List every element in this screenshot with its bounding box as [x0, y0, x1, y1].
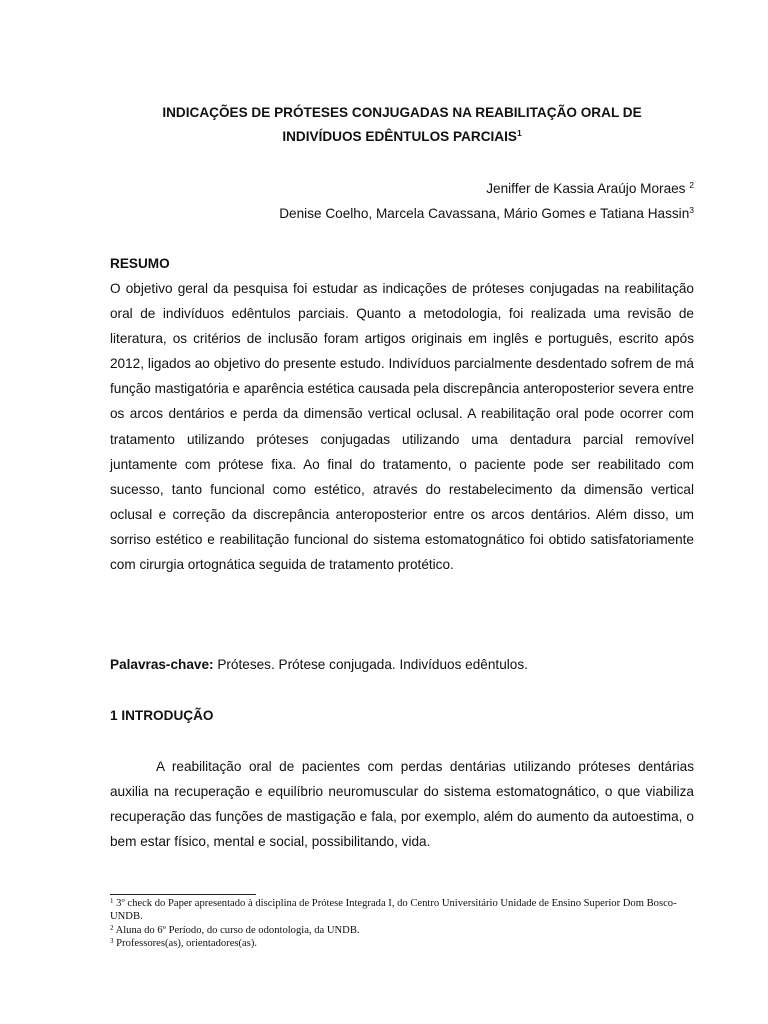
footnote-1	[110, 897, 694, 924]
keywords-label: Palavras-chave:	[110, 657, 214, 672]
keywords-line	[110, 652, 694, 677]
author-line-1	[279, 176, 694, 201]
footnote-3-marker: 3	[110, 937, 114, 946]
author-name: Jeniffer de Kassia Araújo Moraes	[486, 181, 686, 196]
footnote-3	[110, 937, 694, 950]
footnote-2-text: Aluna do 6º Período, do curso de odontologia, da UNDB.	[113, 924, 360, 936]
author-block	[279, 176, 694, 226]
footnote-1-text: 3º check do Paper apresentado à disciplina de Prótese Integrada I, do Centro Universitário Unidade de Ensino Superior Dom Bosco- UNDB.	[110, 898, 677, 923]
footnotes	[110, 897, 694, 951]
title-line-2-text: INDIVÍDUOS EDÊNTULOS PARCIAIS	[282, 129, 517, 144]
paper-title	[110, 101, 694, 149]
footnote-3-text: Professores(as), orientadores(as).	[113, 938, 258, 950]
title-line-1: INDICAÇÕES DE PRÓTESES CONJUGADAS NA REABILITAÇÃO ORAL DE	[162, 105, 642, 120]
footnote-2	[110, 924, 694, 937]
author-footnote-ref: 2	[689, 180, 694, 190]
title-line-2	[110, 125, 694, 149]
keywords-text: Próteses. Prótese conjugada. Indivíduos edêntulos.	[213, 657, 528, 672]
footnote-separator	[110, 894, 256, 895]
introduction-paragraph: A reabilitação oral de pacientes com perdas dentárias utilizando próteses dentárias auxilia na recuperação e equilíbrio neuromuscular do sistema estomatognático, o que viabiliza recuperação das funções de mastigação e fala, por exemplo, além do aumento da autoestima, o bem estar físico, mental e social, possibilitando, vida.	[110, 759, 694, 850]
advisor-names: Denise Coelho, Marcela Cavassana, Mário Gomes e Tatiana Hassin	[279, 206, 690, 221]
footnote-2-marker: 2	[110, 923, 114, 932]
title-footnote-ref: 1	[516, 128, 522, 138]
introduction-heading: 1 INTRODUÇÃO	[110, 708, 214, 723]
resumo-heading: RESUMO	[110, 256, 170, 271]
author-line-2	[279, 201, 694, 226]
resumo-paragraph: O objetivo geral da pesquisa foi estudar as indicações de próteses conjugadas na reabilitação oral de indivíduos edêntulos parciais. Quanto a metodologia, foi realizada uma revisão de literatura, os critérios de inclusão foram artigos originais em inglês e português, escrito após 2012, ligados ao objetivo do presente estudo. Indivíduos parcialmente desdentado sofrem de má função mastigatória e aparência estética causada pela discrepância anteroposterior severa entre os arcos dentários e perda da dimensão vertical oclusal. A reabilitação oral pode ocorrer com tratamento utilizando próteses conjugadas utilizando uma dentadura parcial removível juntamente com prótese fixa. Ao final do tratamento, o paciente pode ser reabilitado com sucesso, tanto funcional como estético, através do restabelecimento da dimensão vertical oclusal e correção da discrepância anteroposterior entre os arcos dentários. Além disso, um sorriso estético e reabilitação funcional do sistema estomatognático foi obtido satisfatoriamente com cirurgia ortognática seguida de tratamento protético.	[110, 281, 694, 573]
advisor-footnote-ref: 3	[689, 205, 694, 215]
footnote-1-marker: 1	[110, 897, 114, 905]
